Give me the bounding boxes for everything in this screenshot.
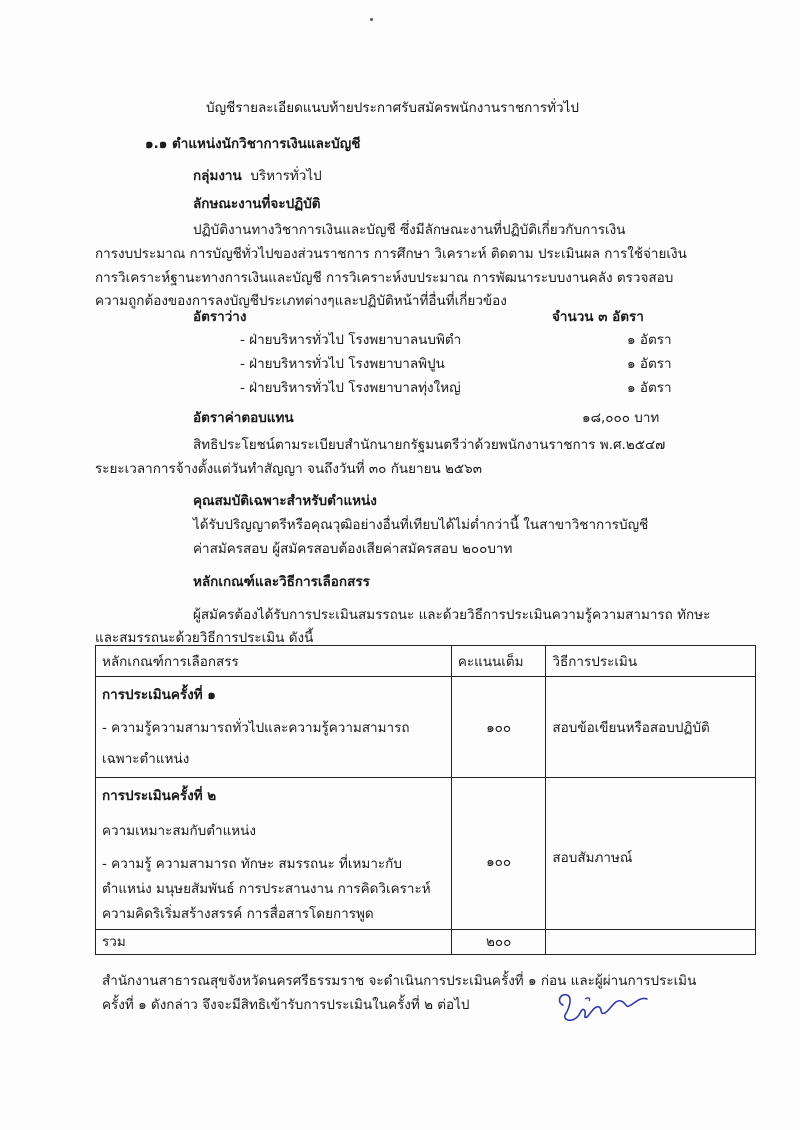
selection-line: และสมรรถนะด้วยวิธีการประเมิน ดังนี้ bbox=[95, 630, 314, 646]
duties-line: การงบประมาณ การบัญชีทั่วไปของส่วนราชการ การศึกษา วิเคราะห์ ติดตาม ประเมินผล การใช้จ่ายเงิน bbox=[95, 246, 687, 262]
vacancy-item-name: - ฝ่ายบริหารทั่วไป โรงพยาบาลพิปูน bbox=[240, 356, 445, 372]
document-title: บัญชีรายละเอียดแนบท้ายประกาศรับสมัครพนักงานราชการทั่วไป bbox=[206, 100, 579, 116]
total-score: ๒๐๐ bbox=[485, 934, 512, 950]
position-heading: ๑.๑ ตำแหน่งนักวิชาการเงินและบัญชี bbox=[145, 136, 361, 152]
round1-title: การประเมินครั้งที่ ๑ bbox=[102, 687, 216, 703]
duties-line: ปฏิบัติงานทางวิชาการเงินและบัญชี ซึ่งมีลักษณะงานที่ปฏิบัติเกี่ยวกับการเงิน bbox=[193, 222, 626, 238]
round2-line: - ความรู้ ความสามารถ ทักษะ สมรรถนะ ที่เหมาะกับ bbox=[102, 856, 402, 872]
header-full-score: คะแนนเต็ม bbox=[451, 646, 546, 677]
contract-period-line: ระยะเวลาการจ้างตั้งแต่วันทำสัญญา จนถึงวันที่ ๓๐ กันยายน ๒๕๖๓ bbox=[95, 461, 482, 477]
round1-line: - ความรู้ความสามารถทั่วไปและความรู้ความสามารถ bbox=[102, 720, 410, 736]
vacancy-item-count: ๑ อัตรา bbox=[627, 380, 672, 396]
vacancy-item-name: - ฝ่ายบริหารทั่วไป โรงพยาบาลนบพิตำ bbox=[240, 332, 462, 348]
header-criteria: หลักเกณฑ์การเลือกสรร bbox=[96, 646, 452, 677]
table-row bbox=[96, 677, 756, 778]
vacancy-item-count: ๑ อัตรา bbox=[627, 332, 672, 348]
header-method: วิธีการประเมิน bbox=[546, 646, 756, 677]
round2-line: ความคิดริเริ่มสร้างสรรค์ การสื่อสารโดยการพูด bbox=[102, 906, 374, 922]
vacancy-item-name: - ฝ่ายบริหารทั่วไป โรงพยาบาลทุ่งใหญ่ bbox=[240, 380, 461, 396]
signature-mark bbox=[555, 985, 655, 1035]
criteria-table bbox=[95, 645, 756, 955]
round2-line: ตำแหน่ง มนุษยสัมพันธ์ การประสานงาน การคิดวิเคราะห์ bbox=[102, 881, 431, 897]
round2-line: ความเหมาะสมกับตำแหน่ง bbox=[102, 823, 256, 839]
footer-line: ครั้งที่ ๑ ดังกล่าว จึงจะมีสิทธิเข้ารับการประเมินในครั้งที่ ๒ ต่อไป bbox=[102, 997, 470, 1013]
vacancies-total: จำนวน ๓ อัตรา bbox=[552, 309, 644, 325]
application-fee-line: ค่าสมัครสอบ ผู้สมัครสอบต้องเสียค่าสมัครสอบ ๒๐๐บาท bbox=[193, 541, 513, 557]
duties-heading: ลักษณะงานที่จะปฏิบัติ bbox=[193, 196, 321, 212]
work-group-label: กลุ่มงาน bbox=[193, 168, 242, 184]
duties-line: ความถูกต้องของการลงบัญชีประเภทต่างๆและปฏิบัติหน้าที่อื่นที่เกี่ยวข้อง bbox=[95, 293, 507, 309]
table-total-row bbox=[96, 930, 756, 955]
compensation-heading: อัตราค่าตอบแทน bbox=[193, 410, 294, 426]
round2-score: ๑๐๐ bbox=[486, 854, 512, 870]
round2-method: สอบสัมภาษณ์ bbox=[552, 850, 633, 866]
qualification-line: ได้รับปริญญาตรีหรือคุณวุฒิอย่างอื่นที่เทียบได้ไม่ต่ำกว่านี้ ในสาขาวิชาการบัญชี bbox=[193, 517, 649, 533]
table-header-row bbox=[96, 646, 756, 677]
footer-line: สำนักงานสาธารณสุขจังหวัดนครศรีธรรมราช จะดำเนินการประเมินครั้งที่ ๑ ก่อน และผู้ผ่านการประเมิน bbox=[102, 973, 697, 989]
vacancies-heading: อัตราว่าง bbox=[193, 309, 247, 325]
scan-dot bbox=[370, 18, 373, 21]
selection-line: ผู้สมัครต้องได้รับการประเมินสมรรถนะ และด้วยวิธีการประเมินความรู้ความสามารถ ทักษะ bbox=[193, 607, 711, 623]
round2-title: การประเมินครั้งที่ ๒ bbox=[102, 788, 217, 804]
qualifications-heading: คุณสมบัติเฉพาะสำหรับตำแหน่ง bbox=[193, 493, 377, 509]
work-group bbox=[193, 164, 322, 186]
duties-line: การวิเคราะห์ฐานะทางการเงินและบัญชี การวิเคราะห์งบประมาณ การพัฒนาระบบงานคลัง ตรวจสอบ bbox=[95, 270, 674, 286]
round1-score: ๑๐๐ bbox=[486, 720, 512, 736]
work-group-value: บริหารทั่วไป bbox=[250, 168, 322, 184]
compensation-amount: ๑๘,๐๐๐ บาท bbox=[582, 410, 660, 426]
selection-heading: หลักเกณฑ์และวิธีการเลือกสรร bbox=[193, 574, 370, 590]
round1-method: สอบข้อเขียนหรือสอบปฏิบัติ bbox=[552, 720, 710, 736]
total-label: รวม bbox=[102, 934, 126, 950]
table-row bbox=[96, 778, 756, 930]
vacancy-item-count: ๑ อัตรา bbox=[627, 356, 672, 372]
benefits-line: สิทธิประโยชน์ตามระเบียบสำนักนายกรัฐมนตรีว่าด้วยพนักงานราชการ พ.ศ.๒๕๔๗ bbox=[193, 437, 666, 453]
round1-line: เฉพาะตำแหน่ง bbox=[102, 751, 190, 767]
